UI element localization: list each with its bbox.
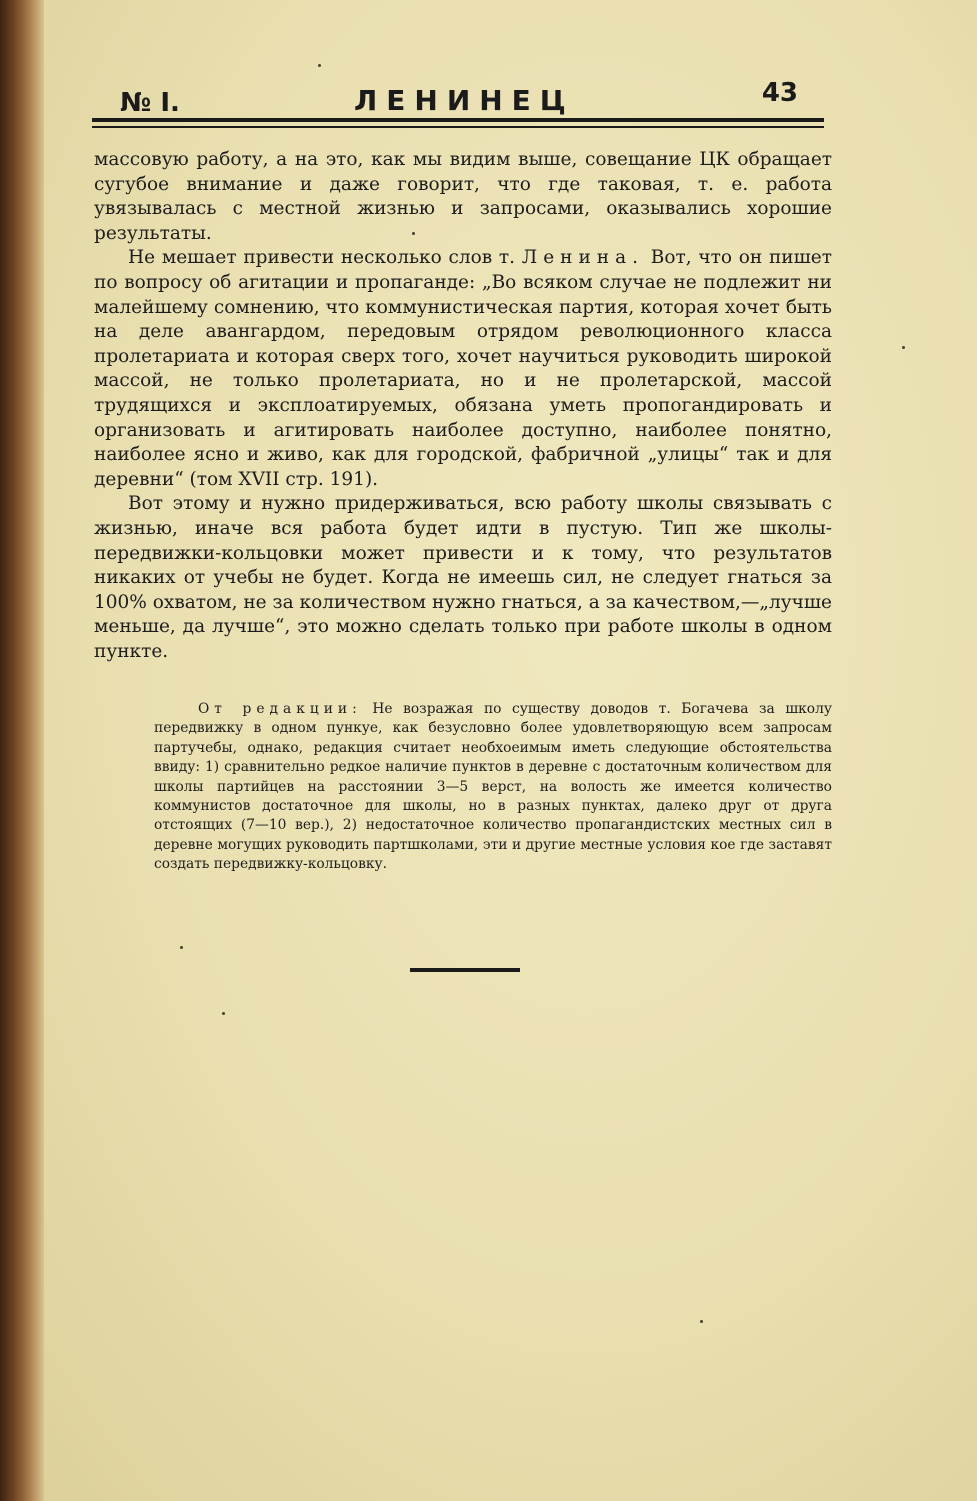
paper-speck: [700, 1320, 703, 1323]
editor-note-paragraph: [154, 700, 832, 875]
editor-note-text: Не возражая по существу доводов т. Богачева за школу передвижку в одном пункуе, как безусловно более удовлетворяющую всем запросам партучебы, однако, редакция считает необхоеимым иметь следующие обстоятельства ввиду: 1) сравнительно редкое наличие пунктов в деревне с достаточным количеством для школы партийцев на расстоянии 3—5 верст, на волость же имеется количество коммунистов достаточное для школы, но в разных пунктах, далеко друг от друга отстоящих (7—10 вер.), 2) недостаточное количество пропагандистских местных сил в деревне могущих руководить партшколами, эти и другие местные условия кое где заставят создать передвижку-кольцовку.: [154, 701, 832, 873]
paper-speck: [412, 232, 415, 235]
paragraph-3: Вот этому и нужно придерживаться, всю работу школы связывать с жизнью, иначе вся работа будет идти в пустую. Тип же школы-передвижки-кольцовки может привести и к тому, что результатов никаких от учебы не будет. Когда не имеешь сил, не следует гнаться за 100% охватом, не за количеством нужно гнаться, а за качеством,—„лучше меньше, да лучше“, это можно сделать только при работе школы в одном пункте.: [94, 493, 832, 662]
running-header: [92, 74, 824, 120]
paper-speck: [318, 64, 321, 67]
paragraph-2-quote: Вот, что он пишет по вопросу об агитации и пропаганде: „Во всяком случае не подлежит ни малейшему сомнению, что коммунистическая партия, которая хочет быть на деле авангардом, передовым отрядом революционного класса пролетариата и которая сверх того, хочет научиться руководить широкой массой, не только пролетариата, но и не пролетарской, массой трудящихся и эксплоатируемых, обязана уметь пропогандировать и организовать и агитировать наиболее доступно, наиболее понятно, наиболее ясно и живо, как для городской, фабричной „улицы“ так и для деревни“ (том XVII стр. 191).: [94, 247, 832, 490]
header-rule-thick: [92, 118, 824, 122]
article-body: [94, 148, 832, 664]
paper-speck: [902, 346, 905, 349]
end-divider: [410, 968, 520, 972]
header-rule-thin: [92, 126, 824, 128]
paper-speck: [180, 946, 183, 949]
journal-title: ЛЕНИНЕЦ: [354, 84, 575, 117]
paragraph-2: [94, 246, 832, 492]
paragraph-1: массовую работу, а на это, как мы видим выше, совещание ЦК обращает сугубое внимание и даже говорит, что где таковая, т. е. работа увязывалась с местной жизнью и запросами, оказывались хорошие результаты.: [94, 149, 832, 244]
paragraph-2-lead: Не мешает привести несколько слов т.: [128, 247, 515, 269]
issue-number: № I.: [120, 88, 180, 118]
paper-speck: [222, 1012, 225, 1015]
binding-spine: [0, 0, 44, 1501]
editor-note: [154, 700, 832, 875]
lenin-name: Ленина.: [521, 247, 645, 269]
editor-note-label: От редакции:: [198, 701, 362, 717]
page-number: 43: [761, 78, 798, 108]
